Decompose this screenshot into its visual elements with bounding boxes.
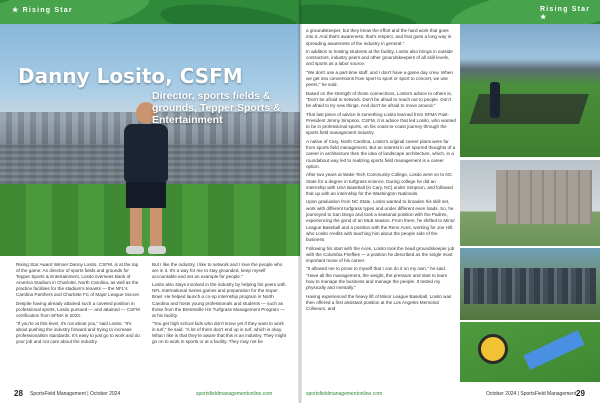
right-column-1: a groundskeeper, but they know the effort and the hard work that goes into it. And that's awareness; that's respect, and that goes a long way in spreading awareness of the industry in general." In addition to hosting students at the facility, Losito also brings in outside contractors, industry peers and other groundskeepers of all skill levels, and sports as a labor source. "We don't use a part-time staff, and I don't have a game day crew. When we get into conversions from sport to sport or sport to concert, we use peers," he said. Based on the strength of those connections, Losito's advice to others is, "Don't be afraid to network. Don't be afraid to reach out to people. Don't be afraid to try new things. And don't be afraid to move around." That last piece of advice is something Losito learned from SFMA Past-President Jimmy Simpson, CSFM. It is advice that led Losito, who wanted to be in professional sports, on his coast-to-coast journey through the sports field management industry. A native of Cary, North Carolina, Losito's original career plans were far from sports field management. But an interest in art spurred thoughts of a career in architecture then the idea of landscape architecture, which, in a roundabout way led to realizing sports field management is a career option. After two years at Wake Tech Community College, Losito went on to NC State for a degree in turfgrass science. During college he did an internship with USA Baseball (in Cary, NC) under Simpson, and followed that up with an internship for the Washington Nationals. Upon graduation from NC State, Losito wanted to broaden his skill set, work with different turfgrass types and under different even loads. So, he journeyed to San Diego and took a seasonal position with the Padres, experiencing the grind of an MLB season. From there, he shifted to Minor League Baseball and a position with the Reno Aces, working for Joe Hill, who Losito credits with teaching him about the people side of the business. Following his start with the Aces, Losito took the head groundskeeper job with the Columbia Fireflies — a position he described as the single most important move of his career. "It allowed me to prove to myself that I can do it on my own," he said. "Have all the management, the weight, the pressure and start to learn how to manage the business and manage the people. It tested my physically and mentally." Having experienced the heavy lift of Minor League Baseball, Losito was then offered a first assistant position at the Los Angeles Memorial Coliseum, and — [306, 28, 456, 312]
section-label-right: Rising Star ★ — [540, 6, 591, 21]
hero-photo — [0, 24, 300, 256]
star-icon: ★ — [12, 7, 20, 14]
section-band-right — [300, 0, 600, 24]
star-icon: ★ — [540, 14, 548, 21]
left-column-2: But I like the industry, I like to network and I love the people who are in it. It's a way for me to stay grounded, keep myself accountable and set an example for people." Losito also stays involved in the industry by helping his peers with NFL International Series games and preparation for the Super Bowl. He helped launch a co-op internship program in North Carolina and hosts young professionals and students — such as those from the Brentsville HS Turfgrass Management Program — at his facility. "You get high school kids who don't know yet if they want to work in turf," he said. "A lot of them don't end up in turf, which is okay. What I like is that they're aware that this is an industry. They might go on to work in sports or at a facility. They may not be — [152, 262, 287, 345]
photo-field-logo — [460, 24, 600, 157]
section-label-left: ★ Rising Star — [12, 7, 73, 14]
photo-group — [460, 248, 600, 320]
publication-line: October 2024 | SportsField Management — [486, 391, 577, 397]
footer-right — [300, 384, 600, 403]
article-subtitle: Director, sports fields & grounds, Tepper Sports & Entertainment — [152, 90, 281, 126]
spine-gutter — [298, 0, 302, 403]
photo-building — [460, 160, 600, 246]
article-title: Danny Losito, CSFM — [18, 64, 243, 88]
footer-left — [0, 384, 300, 403]
photo-field-equipment — [460, 322, 600, 382]
left-column-1: Rising Star Award Winner Danny Losito, CSFM, is at the top of the game. As director of sports fields and grounds for Tepper Sports & Entertainment, Losito oversees Bank of America Stadium in Charlotte, North Carolina, as well as the practice facilities for the stadium's tenants — the NFL's Carolina Panthers and Charlotte FC of Major League Soccer. Despite having already attained such a coveted position in professional sports, Losito pursued — and attained — CSFM certification from SFMA in 2023. "If you're at this level, it's not about you," said Losito. "It's about pushing the industry forward and trying to increase professionalism standards. It's easy to just go to work and do your job and not care about the industry. — [16, 262, 141, 345]
website-link[interactable]: sportsfieldmanagementonline.com — [196, 391, 273, 397]
page-number: 29 — [576, 389, 585, 398]
section-band-left — [0, 0, 300, 24]
website-link[interactable]: sportsfieldmanagementonline.com — [306, 391, 383, 397]
publication-line: SportsField Management | October 2024 — [30, 391, 121, 397]
page-number: 28 — [14, 389, 23, 398]
